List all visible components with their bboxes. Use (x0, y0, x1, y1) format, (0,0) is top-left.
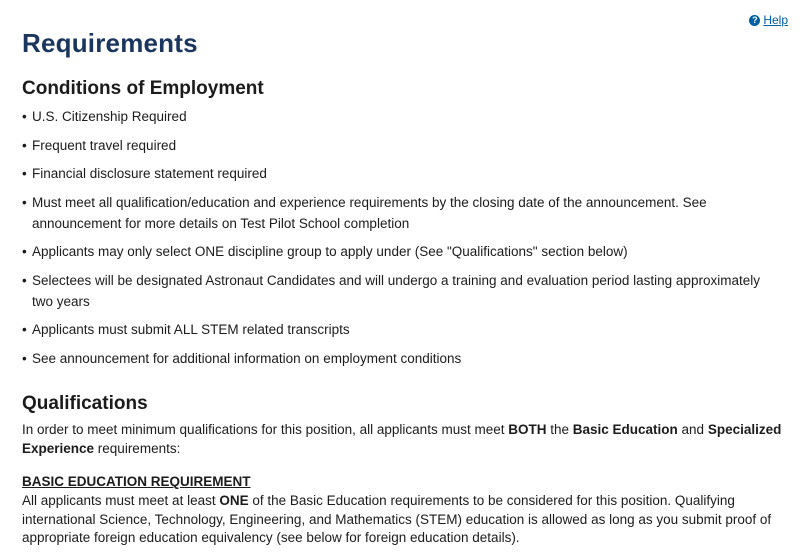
list-item: • See announcement for additional information on employment conditions (22, 348, 782, 369)
list-item: • Applicants may only select ONE discipline group to apply under (See "Qualifications" section below) (22, 241, 782, 262)
basic-text: of the Basic Education requirements to be considered for this position. Qualifying international Science, Technology, Engineering, and Mathematics (STEM) education is allowed as long as you submit proof of appropriate foreign education equivalency (see below for foreign education details). (22, 493, 772, 545)
list-item: • Selectees will be designated Astronaut Candidates and will undergo a training and evaluation period lasting approximately two years (22, 270, 782, 312)
help-label: Help (763, 13, 788, 27)
qualifications-title: Qualifications (22, 393, 148, 414)
intro-text: requirements: (94, 441, 181, 456)
intro-text: In order to meet minimum qualifications for this position, all applicants must meet (22, 422, 509, 437)
basic-text: All applicants must meet at least (22, 493, 220, 508)
list-item: • Applicants must submit ALL STEM related transcripts (22, 319, 782, 340)
intro-specialized-experience: Specialized Experience (22, 422, 782, 456)
list-item: • U.S. Citizenship Required (22, 106, 782, 127)
intro-text: and (677, 422, 708, 437)
list-item: • Financial disclosure statement required (22, 163, 782, 184)
list-item: • Must meet all qualification/education and experience requirements by the closing date of the announcement. See announcement for more details on Test Pilot School completion (22, 192, 782, 234)
intro-both: BOTH (508, 422, 547, 437)
conditions-title: Conditions of Employment (22, 78, 264, 99)
list-item: • Frequent travel required (22, 135, 782, 156)
help-link[interactable] (749, 13, 788, 27)
intro-text: the (546, 422, 573, 437)
intro-basic-education: Basic Education (572, 422, 678, 437)
basic-education-heading: BASIC EDUCATION REQUIREMENT (22, 474, 251, 489)
page-title: Requirements (22, 28, 198, 58)
basic-one: ONE (219, 493, 249, 508)
basic-education-text (22, 492, 782, 548)
question-circle-icon: ? (749, 15, 760, 26)
conditions-list (22, 106, 782, 376)
qualifications-intro (22, 420, 782, 458)
